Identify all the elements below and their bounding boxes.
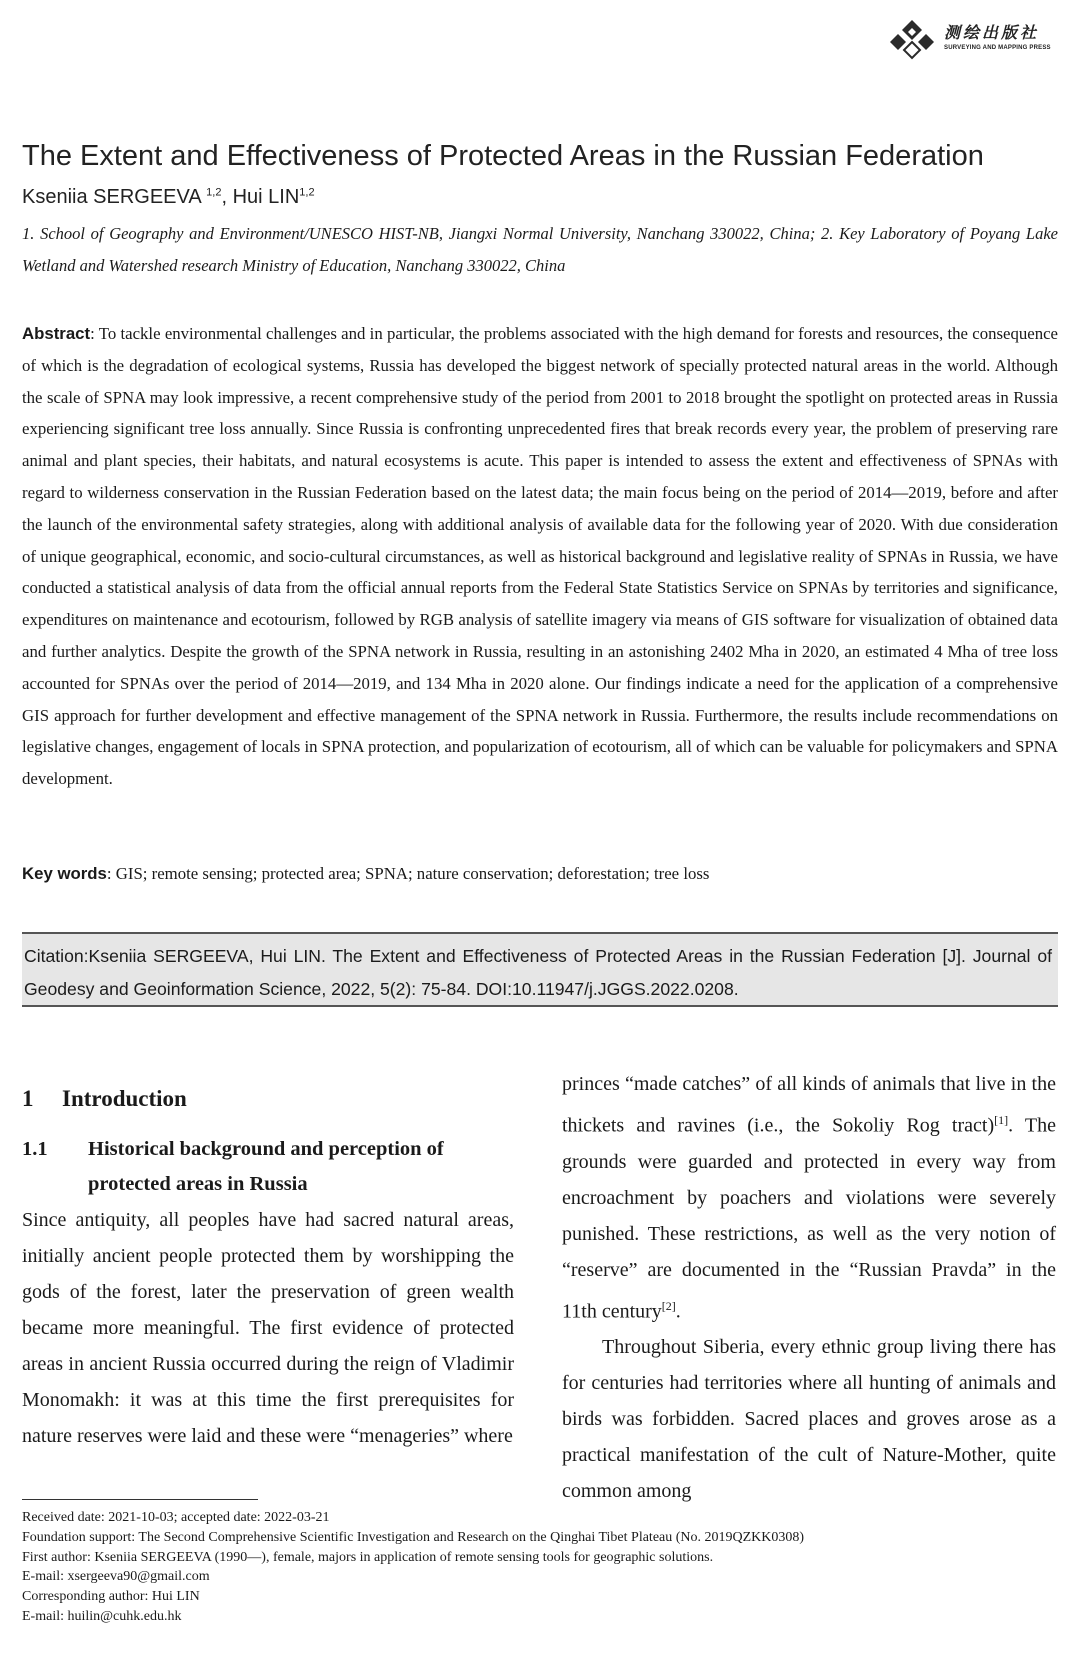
body-paragraph-left: Since antiquity, all peoples have had sacred natural areas, initially ancient people protected them by worshipping the gods of the forest, later the preservation of green wealth became more meaningful. The first evidence of protected areas in ancient Russia occurred during the reign of Vladimir Monomakh: it was at this time the first prerequisites for nature reserves were laid and these were “menageries” where: [22, 1209, 514, 1447]
subsection-number: 1.1: [22, 1138, 48, 1160]
body-text-segment: princes “made catches” of all kinds of animals that live in the thickets and ravines (i.e., the Sokoliy Rog tract): [562, 1073, 1056, 1137]
body-text-segment: .: [675, 1300, 681, 1323]
citation-label: Citation: [24, 946, 84, 966]
abstract: [22, 318, 1058, 795]
reference-1: [1]: [994, 1113, 1009, 1127]
footnote-email-2: E-mail: huilin@cuhk.edu.hk: [22, 1608, 182, 1624]
subsection-heading: [22, 1132, 514, 1202]
publisher-emblem-icon: [888, 18, 938, 60]
body-paragraph-right-2: Throughout Siberia, every ethnic group living there has for centuries had territories where all hunting of animals and birds was forbidden. Sacred places and groves arose as a practical manifestation of the cult of Nature-Mother, quite common among: [562, 1336, 1056, 1503]
body-paragraph-right-1: [562, 1066, 1056, 1329]
author-2-affil: 1,2: [299, 186, 315, 199]
footnotes: [22, 1508, 1058, 1627]
keywords: [22, 864, 1058, 884]
paper-title: The Extent and Effectiveness of Protected Areas in the Russian Federation: [22, 140, 984, 172]
subsection-title: Historical background and perception of protected areas in Russia: [88, 1138, 444, 1195]
abstract-text: To tackle environmental challenges and in particular, the problems associated with the high demand for forests and resources, the consequence of which is the degradation of ecological systems, Russia has developed the biggest network of specially protected natural areas in the world. Although the scale of SPNA may look impressive, a recent comprehensive study of the period from 2001 to 2018 brought the spotlight on protected areas in Russia experiencing significant tree loss annually. Since Russia is confronting unprecedented fires that break records every year, the problem of preserving rare animal and plant species, their habitats, and natural ecosystems is acute. This paper is intended to assess the extent and effectiveness of SPNAs with regard to wilderness conservation in the Russian Federation based on the latest data; the main focus being on the period of 2014—2019, before and after the launch of the environmental safety strategies, along with additional analysis of available data for the following year of 2020. With due consideration of unique geographical, economic, and socio-cultural circumstances, as well as historical background and legislative reality of SPNAs in Russia, we have conducted a statistical analysis of data from the official annual reports from the Federal State Statistics Service on SPNAs by territories and significance, expenditures on maintenance and ecotourism, followed by RGB analysis of satellite imagery via means of GIS software for visualization of obtained data and further analytics. Despite the growth of the SPNA network in Russia, resulting in an astonishing 2402 Mha in 2020, an estimated 4 Mha of tree loss accounted for SPNAs over the period of 2014—2019, and 134 Mha in 2020 alone. Our findings indicate a need for the application of a comprehensive GIS approach for further development and effective management of the SPNA network in Russia. Furthermore, the results include recommendations on legislative changes, engagement of locals in SPNA protection, and popularization of ecotourism, all of which can be valuable for policymakers and SPNA development.: [22, 324, 1058, 789]
footnote-corresponding: Corresponding author: Hui LIN: [22, 1589, 200, 1605]
left-column: [22, 1074, 514, 1454]
section-number: 1: [22, 1086, 34, 1111]
citation-box: [22, 932, 1058, 1007]
footnote-foundation: Foundation support: The Second Comprehensive Scientific Investigation and Research on the Qinghai Tibet Plateau (No. 2019QZKK0308): [22, 1529, 805, 1545]
footnote-received: Received date: 2021-10-03; accepted date: 2022-03-21: [22, 1510, 330, 1525]
keywords-text: GIS; remote sensing; protected area; SPNA; nature conservation; deforestation; tree loss: [115, 864, 710, 883]
keywords-label: Key words: [22, 864, 107, 883]
publisher-logo: [888, 18, 1058, 63]
body-text-segment: . The grounds were guarded and protected in every way from encroachment by poachers and violations were severely punished. These restrictions, as well as the very notion of “reserve” are documented in the “Russian Pravda” in the 11th century: [562, 1114, 1056, 1323]
abstract-colon: :: [90, 324, 99, 343]
author-line: [22, 186, 315, 209]
affiliation: 1. School of Geography and Environment/UNESCO HIST-NB, Jiangxi Normal University, Nanchang 330022, China; 2. Key Laboratory of Poyang Lake Wetland and Watershed research Ministry of Education, Nanchang 330022, China: [22, 224, 1058, 275]
reference-2: [2]: [661, 1298, 676, 1313]
author-2: Hui LIN: [232, 186, 300, 208]
section-heading: [22, 1074, 514, 1132]
footnote-divider: [22, 1499, 258, 1500]
footnote-email-1: E-mail: xsergeeva90@gmail.com: [22, 1569, 210, 1585]
abstract-label: Abstract: [22, 324, 91, 343]
keywords-colon: :: [106, 864, 116, 883]
section-title: Introduction: [62, 1086, 187, 1111]
author-1-affil: 1,2: [206, 186, 222, 199]
right-column: [562, 1066, 1056, 1509]
footnote-first-author: First author: Kseniia SERGEEVA (1990—), female, majors in application of remote sensing tools for geographic solutions.: [22, 1549, 714, 1565]
publisher-name-cn: 测绘出版社: [944, 25, 1040, 42]
author-1: Kseniia SERGEEVA: [22, 186, 207, 208]
citation-text: :Kseniia SERGEEVA, Hui LIN. The Extent and Effectiveness of Protected Areas in the Russian Federation [J]. Journal of Geodesy and Geoinformation Science, 2022, 5(2): 75-84. DOI:10.11947/j.JGGS.2022.0208.: [24, 946, 1052, 999]
publisher-name-en: SURVEYING AND MAPPING PRESS: [944, 45, 1051, 51]
author-separator: ,: [221, 186, 233, 208]
